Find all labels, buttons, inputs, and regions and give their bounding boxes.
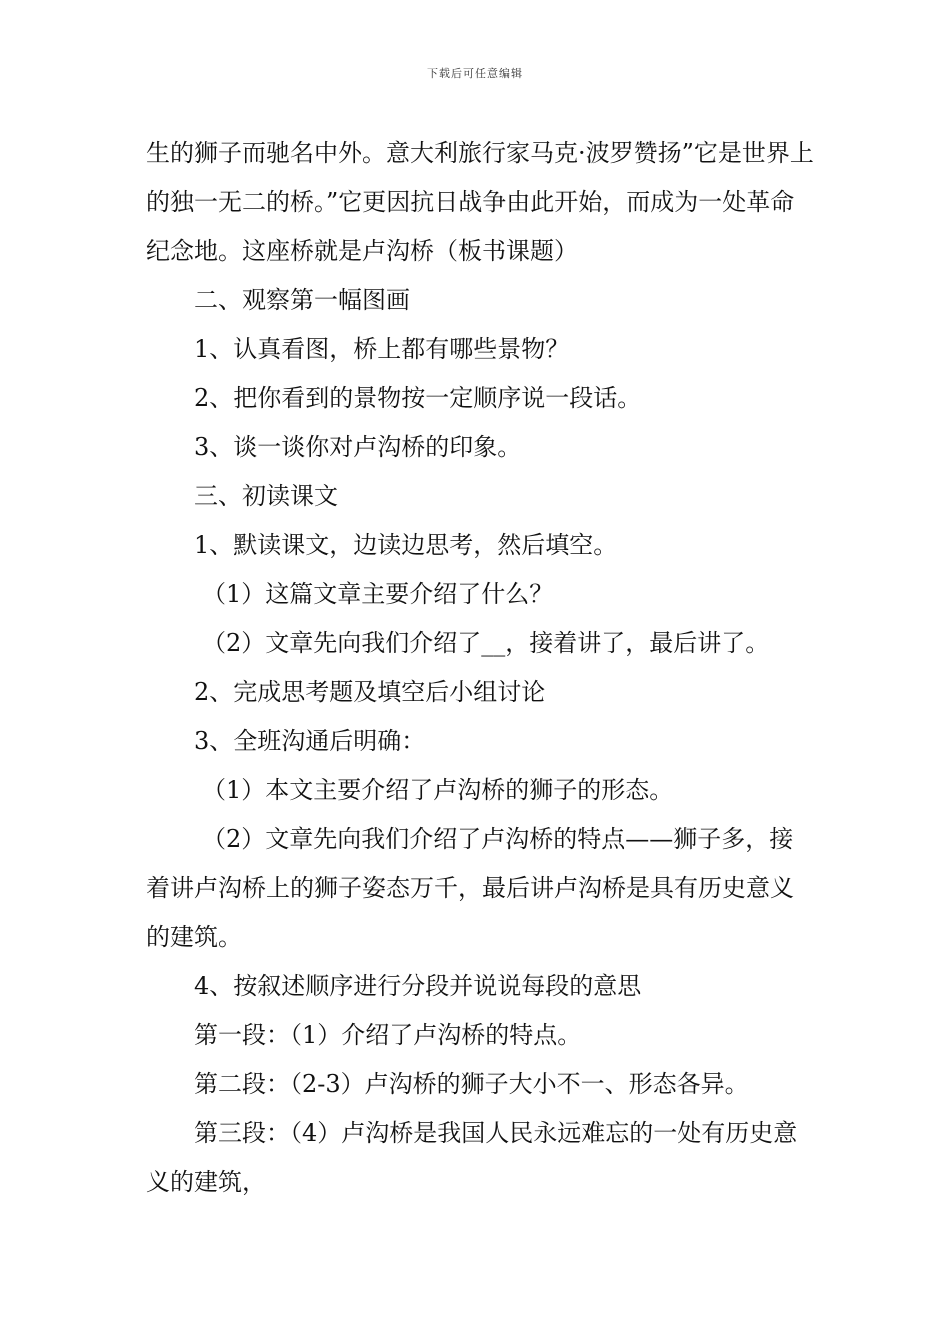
paragraph-intro-continued: 生的狮子而驰名中外。意大利旅行家马克·波罗赞扬”它是世界上的独一无二的桥。”它更因抗日战争由此开始，而成为一处革命纪念地。这座桥就是卢沟桥（板书课题）	[146, 139, 814, 265]
segment-item: 第一段：（1）介绍了卢沟桥的特点。	[194, 1021, 582, 1049]
page-header-note: 下载后可任意编辑	[427, 67, 523, 80]
sub-list-item: （2）文章先向我们介绍了__，接着讲了，最后讲了。	[202, 629, 770, 657]
list-item: 2、把你看到的景物按一定顺序说一段话。	[194, 384, 642, 412]
segment-item: 第二段：（2-3）卢沟桥的狮子大小不一、形态各异。	[194, 1070, 749, 1098]
list-item: 4、按叙述顺序进行分段并说说每段的意思	[194, 972, 642, 1000]
list-item: 3、全班沟通后明确：	[194, 727, 426, 755]
sub-list-item: （1）本文主要介绍了卢沟桥的狮子的形态。	[202, 776, 674, 804]
segment-item: 第三段：（4）卢沟桥是我国人民永远难忘的一处有历史意义的建筑，	[146, 1119, 798, 1196]
list-item: 1、默读课文，边读边思考，然后填空。	[194, 531, 618, 559]
section-heading-observe: 二、观察第一幅图画	[194, 286, 410, 314]
sub-list-item: （1）这篇文章主要介绍了什么？	[202, 580, 554, 608]
list-item: 1、认真看图，桥上都有哪些景物？	[194, 335, 570, 363]
list-item: 2、完成思考题及填空后小组讨论	[194, 678, 546, 706]
list-item: 3、谈一谈你对卢沟桥的印象。	[194, 433, 522, 461]
sub-list-item: （2）文章先向我们介绍了卢沟桥的特点——狮子多，接着讲卢沟桥上的狮子姿态万千，最后讲卢沟桥是具有历史意义的建筑。	[146, 825, 794, 951]
document-body	[146, 129, 814, 1207]
section-heading-first-reading: 三、初读课文	[194, 482, 338, 510]
